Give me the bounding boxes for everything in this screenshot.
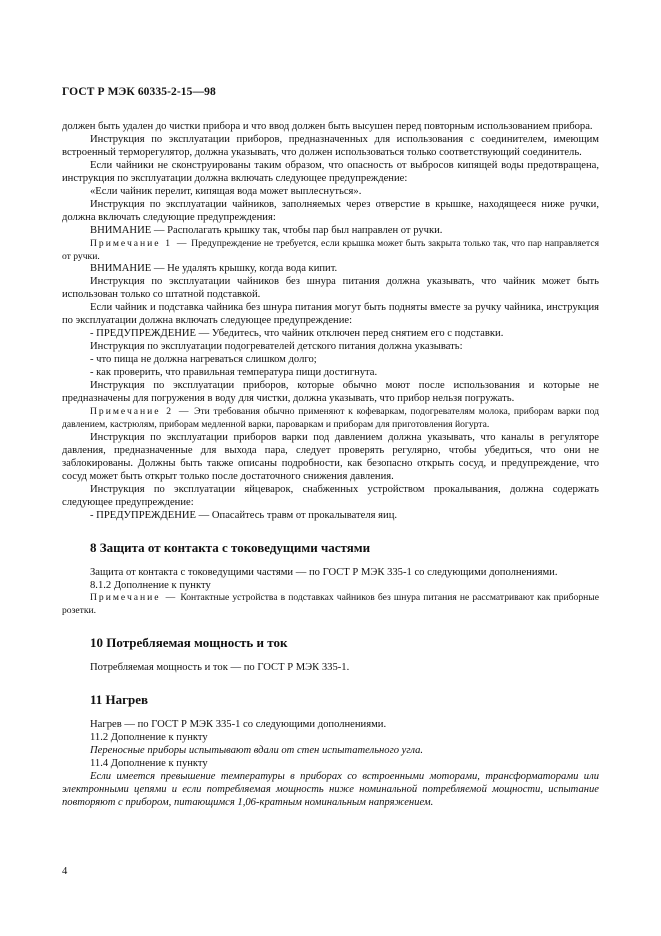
warning-line: ВНИМАНИЕ — Располагать крышку так, чтобы пар был направлен от ручки. — [90, 224, 443, 236]
paragraph: Переносные приборы испытывают вдали от стен испытательного угла. — [90, 745, 424, 757]
paragraph: Инструкция по эксплуатации подогревателей детского питания должна указывать: — [90, 341, 463, 353]
note — [62, 592, 599, 618]
paragraph: Защита от контакта с токоведущими частями — по ГОСТ Р МЭК 335-1 со следующими дополнениями. — [90, 566, 558, 578]
paragraph: Инструкция по эксплуатации приборов, которые обычно моют после использования и которые не предназначены для погружения в воду для чистки, должна указывать, что прибор нельзя погружать. — [62, 380, 599, 405]
paragraph: Инструкция по эксплуатации приборов, предназначенных для использования с соединителем, имеющим встроенный терморегулятор, должна указывать, что должен использоваться только соответствующий соединитель. — [62, 133, 599, 158]
warning-line: ВНИМАНИЕ — Не удалять крышку, когда вода кипит. — [90, 263, 338, 275]
page-number: 4 — [62, 866, 68, 877]
list-item: - что пища не должна нагреваться слишком долго; — [90, 354, 317, 366]
note-label: Примечание 1 — — [90, 237, 189, 249]
note-text: Эти требования обычно применяют к кофеваркам, подогревателям молока, приборам варки под давлением, кастрюлям, приборам медленной варки, пароваркам и приборам для приготовления йогурта. — [62, 405, 599, 430]
note — [62, 238, 599, 264]
paragraph: Потребляемая мощность и ток — по ГОСТ Р МЭК 335-1. — [90, 662, 350, 674]
paragraph: 8.1.2 Дополнение к пункту — [90, 579, 211, 591]
note-text: Контактные устройства в подставках чайников без шнура питания не рассматривают как приборные розетки. — [62, 592, 599, 617]
paragraph: Инструкция по эксплуатации приборов варки под давлением должна указывать, что каналы в регуляторе давления, предназначенные для выхода пара, следует проверять регулярно, чтобы убедиться, что они не заблокированы. Должны быть также описаны подробности, как безопасно открыть сосуд, и предупреждение, что сосуд может быть открыт только после достаточного снижения давления. — [62, 431, 599, 482]
paragraph: 11.2 Дополнение к пункту — [90, 732, 208, 744]
note-text: Предупреждение не требуется, если крышка может быть закрыта только так, что пар направляется от ручки. — [62, 237, 599, 262]
note-label: Примечание — — [90, 592, 178, 604]
paragraph: Если чайник и подставка чайника без шнура питания могут быть подняты вместе за ручку чайника, инструкция по эксплуатации должна включать следующее предупреждение: — [62, 302, 599, 327]
section-heading-10: 10 Потребляемая мощность и ток — [90, 635, 288, 651]
paragraph: Инструкция по эксплуатации чайников, заполняемых через отверстие в крышке, находящееся ниже ручки, должна включать следующие предупреждения: — [62, 198, 599, 223]
document-header: ГОСТ Р МЭК 60335-2-15—98 — [62, 86, 216, 98]
section-heading-11: 11 Нагрев — [90, 692, 149, 708]
note — [62, 406, 599, 432]
list-item: - как проверить, что правильная температура пищи достигнута. — [90, 367, 378, 379]
warning-line: - ПРЕДУПРЕЖДЕНИЕ — Опасайтесь травм от прокалывателя яиц. — [90, 509, 398, 521]
paragraph: Нагрев — по ГОСТ Р МЭК 335-1 со следующими дополнениями. — [90, 719, 387, 731]
document-body — [62, 121, 599, 810]
paragraph: Инструкция по эксплуатации яйцеварок, снабженных устройством прокалывания, должна содержать следующее предупреждение: — [62, 483, 599, 508]
paragraph: Если чайники не сконструированы таким образом, что опасность от выбросов кипящей воды предотвращена, инструкция по эксплуатации должна включать следующее предупреждение: — [62, 159, 599, 184]
section-heading-8: 8 Защита от контакта с токоведущими частями — [90, 539, 371, 555]
warning-line: - ПРЕДУПРЕЖДЕНИЕ — Убедитесь, что чайник отключен перед снятием его с подставки. — [90, 328, 504, 340]
paragraph: должен быть удален до чистки прибора и что ввод должен быть высушен перед повторным использованием прибора. — [62, 121, 593, 132]
paragraph: «Если чайник перелит, кипящая вода может выплеснуться». — [90, 185, 362, 197]
paragraph: Инструкция по эксплуатации чайников без шнура питания должна указывать, что чайник может быть использован только со штатной подставкой. — [62, 276, 599, 301]
note-label: Примечание 2 — — [90, 405, 191, 417]
paragraph: 11.4 Дополнение к пункту — [90, 758, 208, 770]
paragraph: Если имеется превышение температуры в приборах со встроенными моторами, трансформаторами или электронными цепями и если потребляемая мощность ниже номинальной потребляемой мощности, испытание повторяют с прибором, питающимся 1,06-кратным номинальным напряжением. — [62, 771, 599, 809]
